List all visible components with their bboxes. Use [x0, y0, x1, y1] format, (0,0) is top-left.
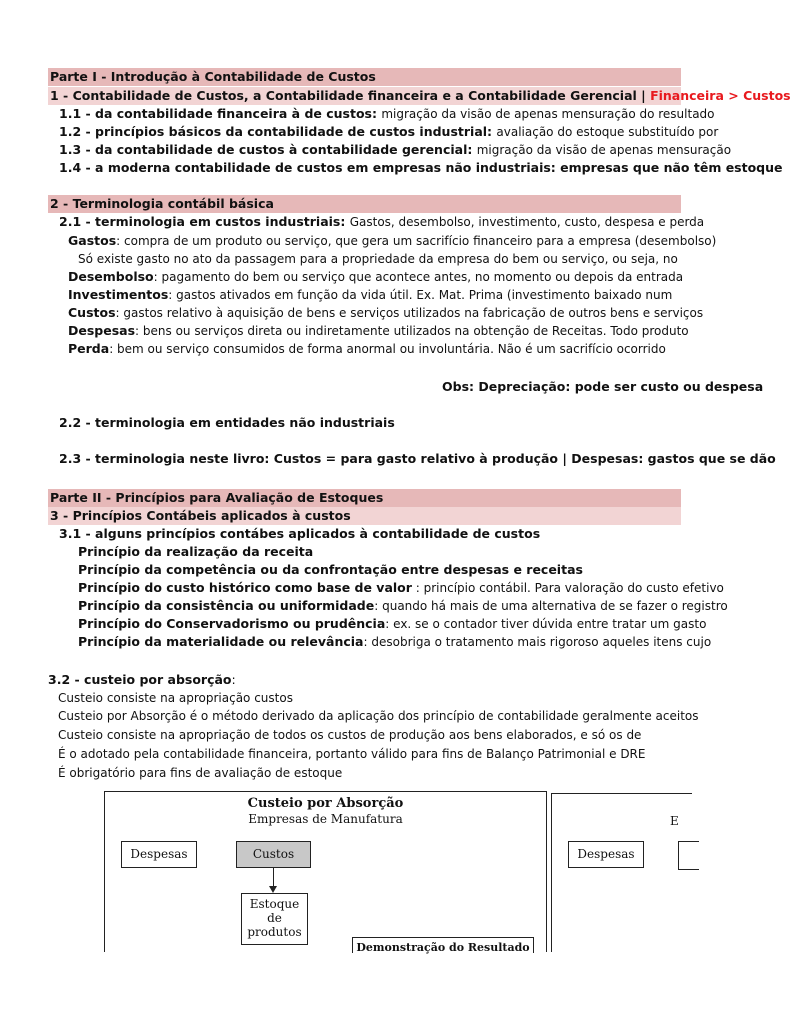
- arrow-down-icon: [269, 886, 277, 893]
- section2-title: 2 - Terminologia contábil básica: [50, 196, 274, 211]
- principle-row[interactable]: [78, 579, 724, 597]
- term-text: : bens ou serviços direta ou indiretamente utilizados na obtenção de Receitas. Todo produto: [135, 324, 689, 338]
- estoque-line: produtos: [247, 925, 302, 939]
- section3-title: 3 - Princípios Contábeis aplicados à custos: [50, 508, 351, 523]
- principle-label: Princípio da materialidade ou relevância: [78, 634, 364, 649]
- principle-row[interactable]: [78, 597, 728, 615]
- term-gastos[interactable]: [68, 232, 716, 250]
- item-label: 2.3 - terminologia neste livro: Custos = para gasto relativo à produção | Despesas: gastos que se dão: [59, 451, 776, 466]
- custeio-text: Custeio por Absorção é o método derivado da aplicação dos princípio de contabilidade geralmente aceitos: [58, 709, 699, 723]
- custeio-line[interactable]: [58, 707, 699, 725]
- custeio-line[interactable]: [58, 764, 342, 782]
- term-despesas[interactable]: [68, 322, 689, 340]
- principle-text: : ex. se o contador tiver dúvida entre tratar um gasto: [385, 617, 707, 631]
- item-1-1[interactable]: [59, 105, 715, 123]
- item-2-3[interactable]: [59, 450, 776, 468]
- item-label: 3.1 - alguns princípios contábes aplicados à contabilidade de custos: [59, 526, 541, 541]
- estoque-line: de: [267, 911, 282, 925]
- principle-row[interactable]: [78, 615, 706, 633]
- term-label: Perda: [68, 341, 110, 356]
- part1-text: Parte I - Introdução à Contabilidade de Custos: [50, 69, 376, 84]
- custos-label: Custos: [252, 847, 295, 861]
- item-1-3[interactable]: [59, 141, 731, 159]
- right-despesas-box: [568, 841, 644, 868]
- principle-label: Princípio do custo histórico como base de valor: [78, 580, 412, 595]
- term-label: Despesas: [68, 323, 136, 338]
- item-label: 2.2 - terminologia em entidades não industriais: [59, 415, 395, 430]
- custeio-text: Custeio consiste na apropriação custos: [58, 691, 293, 705]
- item-2-2[interactable]: [59, 414, 395, 432]
- term-text: : pagamento do bem ou serviço que acontece antes, no momento ou depois da entrada: [153, 270, 684, 284]
- arrow-line: [273, 868, 274, 888]
- absorption-diagram: [104, 791, 547, 952]
- item-label: 3.2 - custeio por absorção: [48, 672, 232, 687]
- despesas-label: Despesas: [130, 847, 188, 861]
- principle-text: : quando há mais de uma alternativa de se fazer o registro: [374, 599, 728, 613]
- custeio-text: É obrigatório para fins de avaliação de estoque: [58, 766, 343, 780]
- right-cropped-box: [678, 841, 699, 870]
- item-label: 1.1 - da contabilidade financeira à de custos:: [59, 106, 382, 121]
- term-text: : gastos relativo à aquisição de bens e serviços utilizados na fabricação de outros bens e serviços: [115, 306, 704, 320]
- principle-row[interactable]: [78, 543, 313, 561]
- item-3-2[interactable]: [48, 671, 236, 689]
- term-text: : gastos ativados em função da vida útil. Ex. Mat. Prima (investimento baixado num: [168, 288, 673, 302]
- section1-header[interactable]: [48, 87, 791, 105]
- principle-text: : desobriga o tratamento mais rigoroso aqueles itens cujo: [363, 635, 712, 649]
- principle-label: Princípio do Conservadorismo ou prudência: [78, 616, 386, 631]
- principle-label: Princípio da competência ou da confrontação entre despesas e receitas: [78, 562, 583, 577]
- item-label: 2.1 - terminologia em custos industriais:: [59, 214, 350, 229]
- custeio-text: Custeio consiste na apropriação de todos os custos de produção aos bens elaborados, e só os de: [58, 728, 642, 742]
- custeio-line[interactable]: [58, 689, 293, 707]
- principle-label: Princípio da realização da receita: [78, 544, 314, 559]
- section2-header[interactable]: [48, 195, 681, 213]
- despesas-box: [121, 841, 197, 868]
- term-custos[interactable]: [68, 304, 703, 322]
- item-3-1[interactable]: [59, 525, 540, 543]
- item-1-2[interactable]: [59, 123, 718, 141]
- term-text: : compra de um produto ou serviço, que gera um sacrifício financeiro para a empresa (desembolso): [116, 234, 717, 248]
- item-text: avaliação do estoque substituído por: [496, 125, 719, 139]
- part2-header[interactable]: [48, 489, 681, 507]
- item-label: 1.2 - princípios básicos da contabilidade de custos industrial:: [59, 124, 497, 139]
- part2-text: Parte II - Princípios para Avaliação de Estoques: [50, 490, 384, 505]
- estoque-line: Estoque: [249, 897, 300, 911]
- item-label: 1.4 - a moderna contabilidade de custos em empresas não industriais: empresas que não têm estoque: [59, 160, 783, 175]
- principle-label: Princípio da consistência ou uniformidade: [78, 598, 375, 613]
- dre-box: [352, 937, 534, 953]
- principle-text: : princípio contábil. Para valoração do custo efetivo: [411, 581, 724, 595]
- diagram-subtitle: Empresas de Manufatura: [248, 812, 403, 826]
- custeio-line[interactable]: [58, 726, 641, 744]
- custeio-text: É o adotado pela contabilidade financeira, portanto válido para fins de Balanço Patrimonial e DRE: [58, 747, 646, 761]
- item-text: Gastos, desembolso, investimento, custo, despesa e perda: [349, 215, 705, 229]
- item-1-4[interactable]: [59, 159, 783, 177]
- term-text: : bem ou serviço consumidos de forma anormal ou involuntária. Não é um sacrifício ocorrido: [109, 342, 666, 356]
- term-gastos-note[interactable]: [78, 250, 678, 268]
- item-2-1[interactable]: [59, 213, 704, 231]
- section1-tag: Financeira > Custos: [650, 88, 791, 103]
- section1-title: 1 - Contabilidade de Custos, a Contabilidade financeira e a Contabilidade Gerencial |: [50, 88, 651, 103]
- item-text: migração da visão de apenas mensuração: [476, 143, 732, 157]
- custeio-line[interactable]: [58, 745, 645, 763]
- despesas-label: Despesas: [577, 847, 635, 861]
- principle-row[interactable]: [78, 633, 711, 651]
- estoque-box: [241, 893, 308, 945]
- variable-costing-diagram: [551, 793, 692, 952]
- term-label: Investimentos: [68, 287, 169, 302]
- term-label: Custos: [68, 305, 116, 320]
- obs-depreciacao[interactable]: [442, 378, 763, 396]
- term-text: Só existe gasto no ato da passagem para a propriedade da empresa do bem ou serviço, ou seja, no: [78, 252, 678, 266]
- custos-box: [236, 841, 311, 868]
- item-text: migração da visão de apenas mensuração do resultado: [381, 107, 715, 121]
- section3-header[interactable]: [48, 507, 681, 525]
- diagram-title-fragment: E: [670, 814, 679, 828]
- term-label: Desembolso: [68, 269, 154, 284]
- term-desembolso[interactable]: [68, 268, 683, 286]
- principle-row[interactable]: [78, 561, 583, 579]
- obs-text: Obs: Depreciação: pode ser custo ou despesa: [442, 379, 764, 394]
- item-label: 1.3 - da contabilidade de custos à contabilidade gerencial:: [59, 142, 477, 157]
- term-label: Gastos: [68, 233, 117, 248]
- term-perda[interactable]: [68, 340, 666, 358]
- part1-header[interactable]: [48, 68, 681, 86]
- diagram-title: Custeio por Absorção: [247, 796, 404, 811]
- term-investimentos[interactable]: [68, 286, 672, 304]
- item-text: :: [231, 672, 236, 687]
- dre-label: Demonstração do Resultado: [356, 941, 530, 954]
